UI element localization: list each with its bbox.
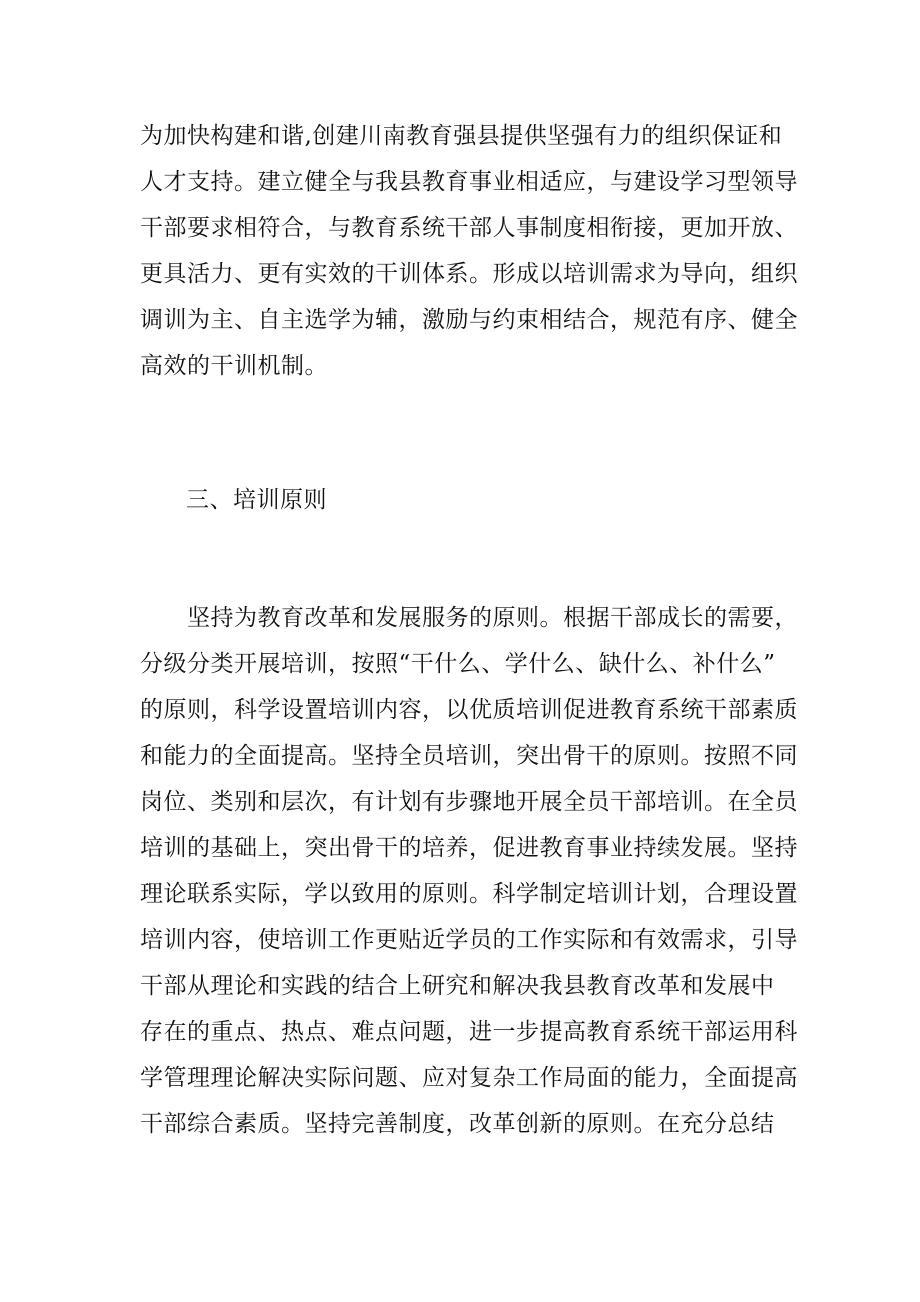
paragraph-line: 的原则，科学设置培训内容，以优质培训促进教育系统干部素质 bbox=[140, 697, 798, 723]
paragraph-line: 培训内容，使培训工作更贴近学员的工作实际和有效需求，引导 bbox=[140, 927, 798, 953]
paragraph-line: 理论联系实际，学以致用的原则。科学制定培训计划，合理设置 bbox=[140, 881, 798, 907]
paragraph-line: 干部要求相符合，与教育系统干部人事制度相衔接，更加开放、 bbox=[140, 215, 798, 241]
section-heading bbox=[186, 477, 836, 523]
paragraph-2 bbox=[140, 595, 798, 1147]
paragraph-line: 分级分类开展培训，按照“干什么、学什么、缺什么、补什么” bbox=[140, 651, 776, 677]
paragraph-line: 人才支持。建立健全与我县教育事业相适应，与建设学习型领导 bbox=[140, 169, 798, 195]
paragraph-line: 培训的基础上，突出骨干的培养，促进教育事业持续发展。坚持 bbox=[140, 835, 798, 861]
paragraph-line: 坚持为教育改革和发展服务的原则。根据干部成长的需要， bbox=[140, 605, 798, 631]
paragraph-line: 学管理理论解决实际问题、应对复杂工作局面的能力，全面提高 bbox=[140, 1065, 798, 1091]
section-heading-text: 三、培训原则 bbox=[186, 487, 327, 513]
paragraph-line: 调训为主、自主选学为辅，激励与约束相结合，规范有序、健全 bbox=[140, 307, 798, 333]
paragraph-line: 干部综合素质。坚持完善制度，改革创新的原则。在充分总结 bbox=[140, 1111, 775, 1137]
paragraph-line: 为加快构建和谐,创建川南教育强县提供坚强有力的组织保证和 bbox=[140, 123, 783, 149]
paragraph-line: 存在的重点、热点、难点问题，进一步提高教育系统干部运用科 bbox=[140, 1019, 798, 1045]
paragraph-line: 和能力的全面提高。坚持全员培训，突出骨干的原则。按照不同 bbox=[140, 743, 798, 769]
paragraph-line: 岗位、类别和层次，有计划有步骤地开展全员干部培训。在全员 bbox=[140, 789, 798, 815]
paragraph-1 bbox=[140, 113, 798, 389]
paragraph-line: 高效的干训机制。 bbox=[140, 353, 328, 379]
paragraph-line: 干部从理论和实践的结合上研究和解决我县教育改革和发展中 bbox=[140, 973, 775, 999]
paragraph-line: 更具活力、更有实效的干训体系。形成以培训需求为导向，组织 bbox=[140, 261, 798, 287]
